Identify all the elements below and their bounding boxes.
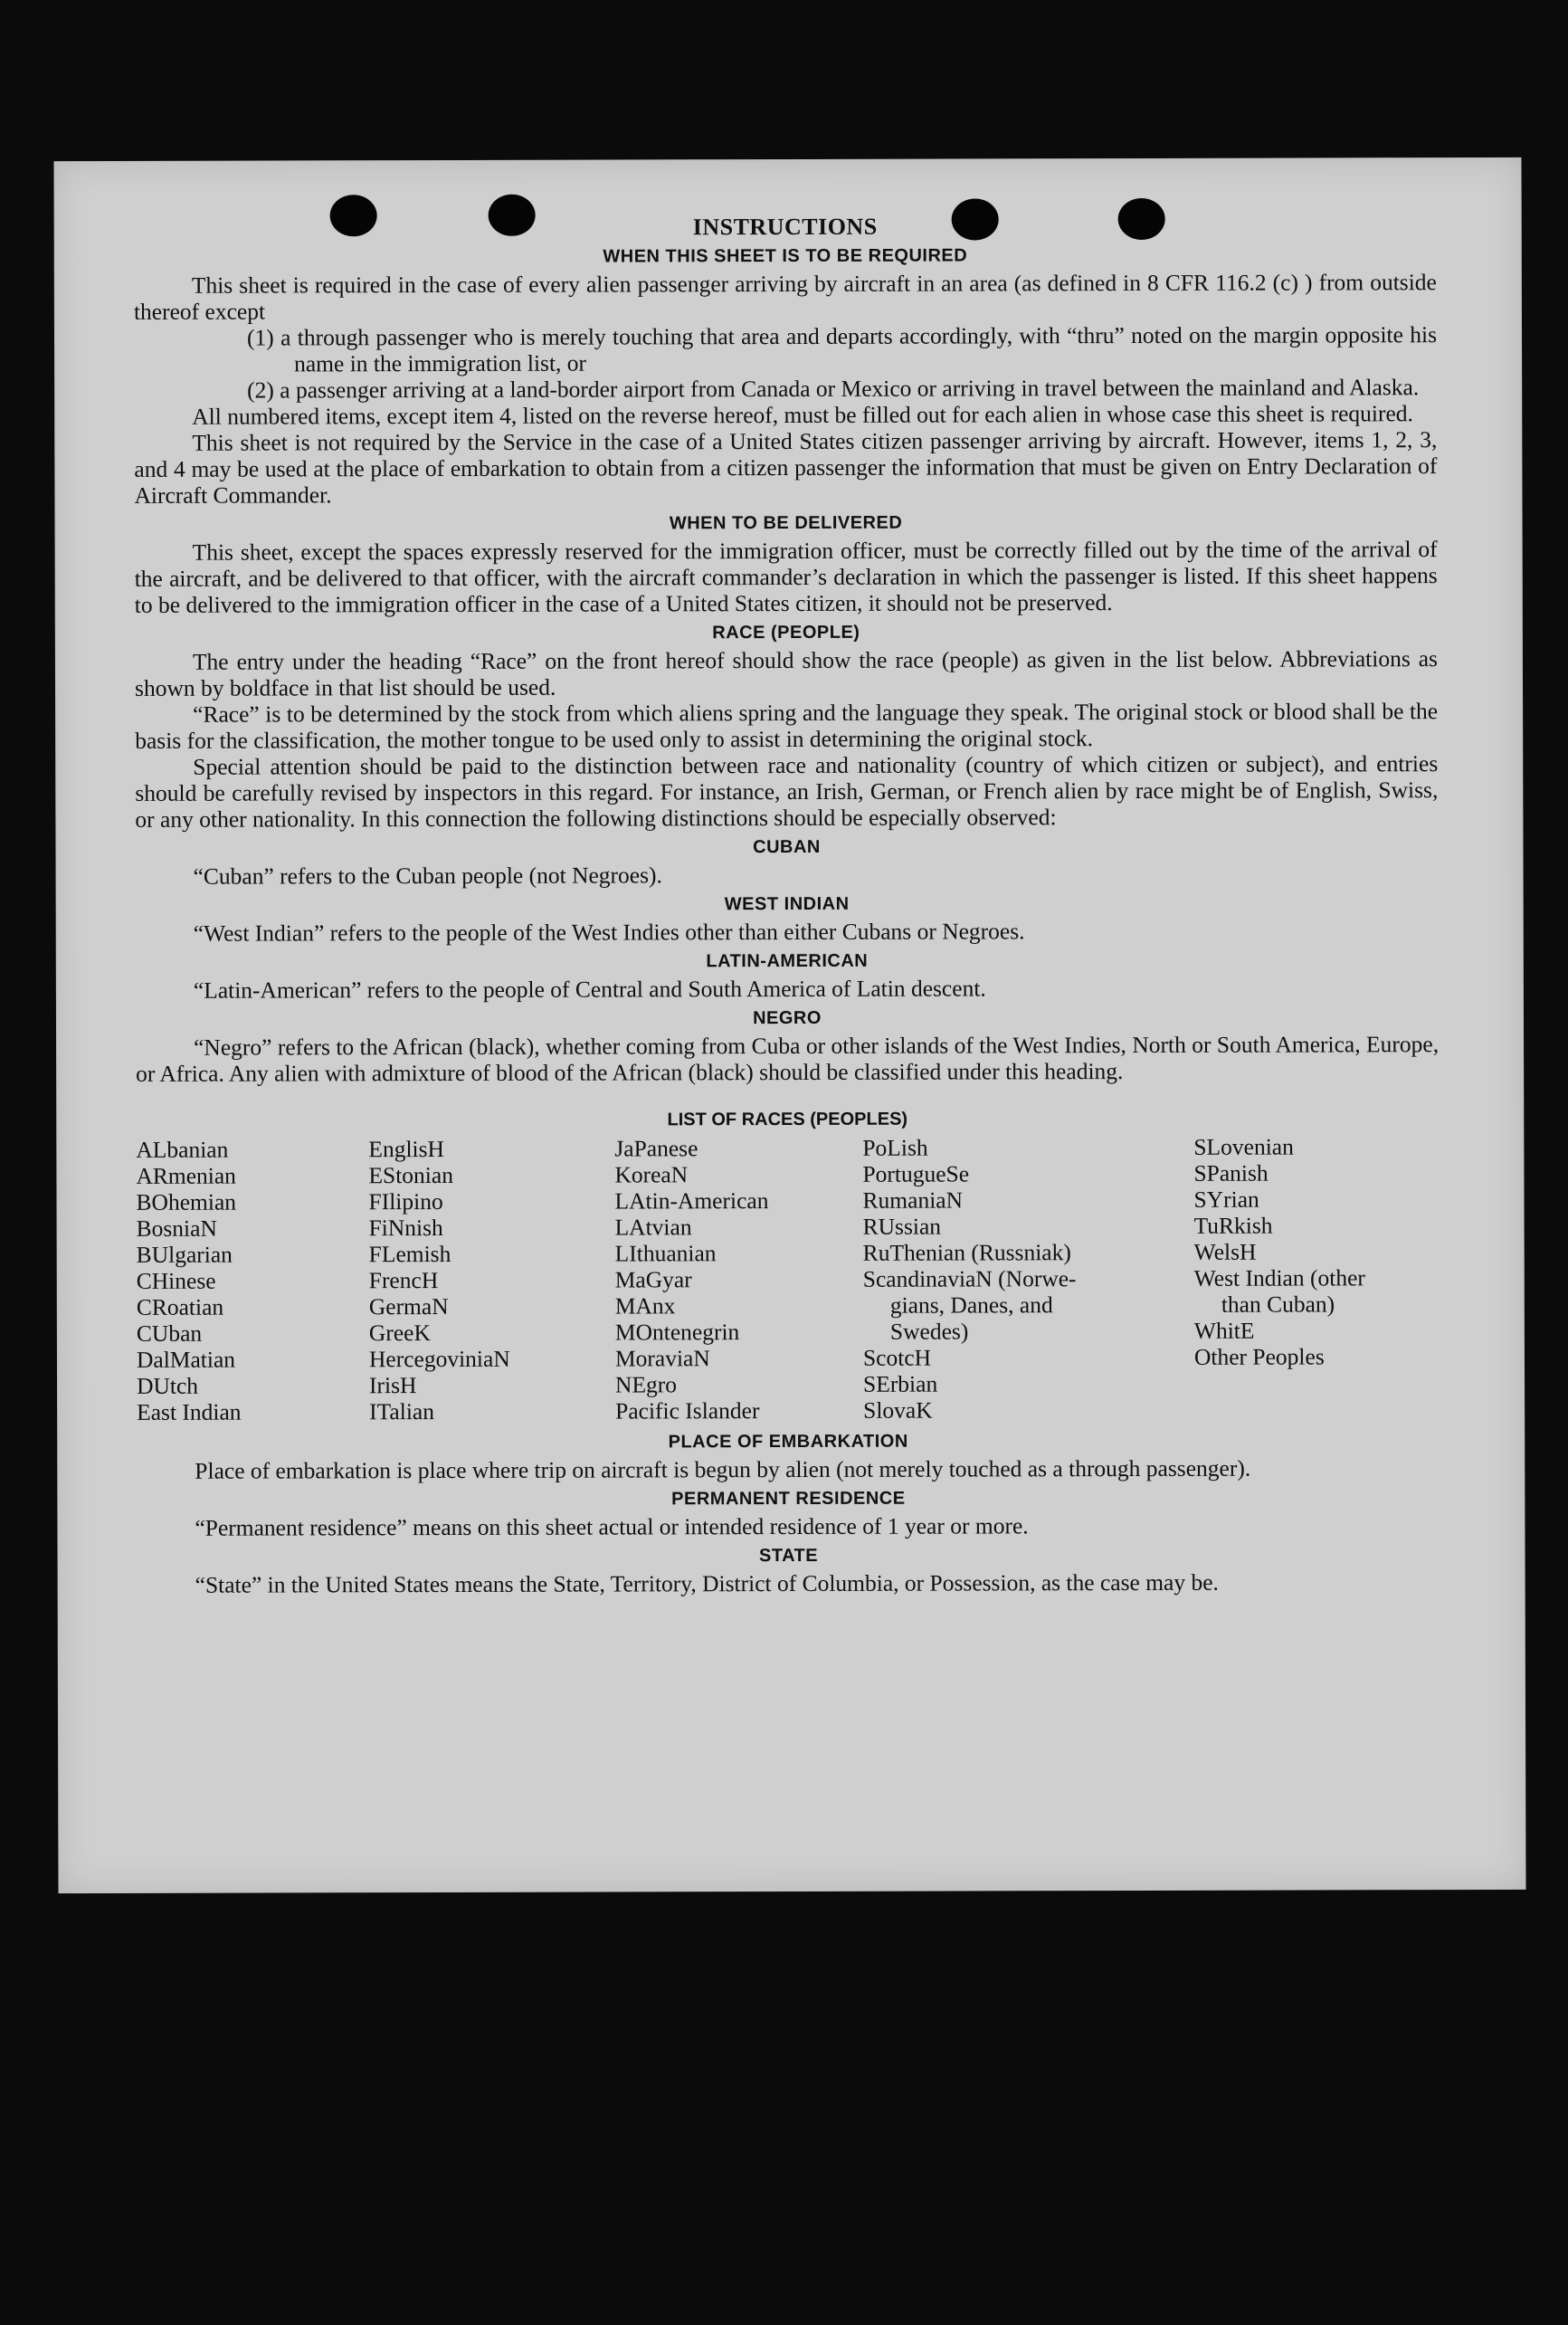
race-entry: ScotcH — [862, 1344, 932, 1371]
race-entry: CHinese — [136, 1267, 216, 1294]
race-entry: LAtvian — [614, 1214, 692, 1241]
race-entry: MaGyar — [614, 1266, 692, 1293]
race-entry: NEgro — [615, 1371, 678, 1398]
section-heading: LIST OF RACES (PEOPLES) — [667, 1109, 908, 1130]
race-entry: CRoatian — [136, 1293, 224, 1320]
document-sheet — [53, 157, 1525, 1893]
race-entry: DalMatian — [136, 1346, 236, 1373]
paragraph: “State” in the United States means the State, Territory, District of Columbia, or Possession, as the case may be. — [195, 1568, 1219, 1598]
races-column — [614, 1135, 863, 1425]
race-entry: ARmenian — [136, 1162, 236, 1189]
race-entry: CUban — [136, 1320, 203, 1347]
section-heading: PLACE OF EMBARKATION — [668, 1431, 908, 1453]
paragraph: This sheet is not required by the Service in the case of a United States citizen passenger arriving by aircraft. However, items 1, 2, 3, and 4 may be used at the place of embarkation to obtain from a citizen passenger the information that must be given on Entry Declaration of Aircraft Commander. — [134, 426, 1438, 509]
section-heading: LATIN-AMERICAN — [706, 950, 869, 972]
race-entry: LIthuanian — [614, 1240, 717, 1267]
list-item: (1) a through passenger who is merely touching that area and departs accordingly, with “thru” noted on the margin opposite his name in the immigration list, or — [246, 321, 1438, 377]
paragraph: “Permanent residence” means on this sheet actual or intended residence of 1 year or more. — [195, 1512, 1029, 1541]
race-entry: gians, Danes, and — [889, 1291, 1053, 1319]
race-entry: FrencH — [368, 1267, 439, 1294]
list-item: (2) a passenger arriving at a land-border airport from Canada or Mexico or arriving in travel between the mainland and Alaska. — [247, 374, 1420, 404]
paragraph: This sheet is required in the case of every alien passenger arriving by aircraft in an area (as defined in 8 CFR 116.2 (c) ) from outside thereof except — [133, 269, 1437, 325]
paragraph: “Negro” refers to the African (black), whether coming from Cuba or other islands of the West Indies, North or South America, Europe, or Africa. Any alien with admixture of blood of the African (black) should be classified under this heading. — [136, 1031, 1440, 1087]
race-entry: IrisH — [369, 1372, 417, 1399]
race-entry: SYrian — [1193, 1186, 1259, 1213]
paragraph: The entry under the heading “Race” on the front hereof should show the race (people) as given in the list below. Abbreviations as shown by boldface in that list should be used. — [134, 645, 1438, 701]
race-entry: West Indian (other — [1193, 1264, 1365, 1291]
race-entry: ITalian — [369, 1398, 434, 1425]
race-entry: East Indian — [137, 1398, 242, 1425]
paragraph: This sheet, except the spaces expressly reserved for the immigration officer, must be correctly filled out by the time of the arrival of the aircraft, and be delivered to that officer, with the aircraft commander’s declaration in which the passenger is listed. If this sheet happens to be delivered to the immigration officer in the case of a United States citizen, it should not be preserved. — [134, 536, 1438, 618]
paragraph: All numbered items, except item 4, listed on the reverse hereof, must be filled out for each alien in whose case this sheet is required. — [192, 400, 1413, 430]
race-entry: BOhemian — [136, 1188, 237, 1215]
paragraph: “Cuban” refers to the Cuban people (not Negroes). — [193, 862, 662, 890]
race-entry: FiNnish — [368, 1215, 443, 1242]
race-entry: SlovaK — [863, 1396, 933, 1424]
race-entry: ScandinaviaN (Norwe- — [862, 1265, 1077, 1292]
section-heading: RACE (PEOPLE) — [712, 622, 860, 643]
race-entry: RUssian — [862, 1213, 942, 1240]
race-entry: FLemish — [368, 1240, 451, 1268]
race-entry: MOntenegrin — [614, 1319, 740, 1346]
race-entry: PoLish — [862, 1134, 928, 1161]
race-entry: TuRkish — [1193, 1212, 1273, 1239]
section-heading: WHEN TO BE DELIVERED — [669, 512, 903, 534]
race-entry: EnglisH — [368, 1136, 444, 1163]
races-column — [1193, 1133, 1440, 1423]
race-entry: Swedes) — [889, 1318, 969, 1345]
races-column — [368, 1136, 615, 1425]
race-entry: JaPanese — [614, 1135, 698, 1162]
race-entry: Pacific Islander — [615, 1397, 760, 1425]
race-entry: PortugueSe — [862, 1160, 970, 1187]
race-entry: LAtin-American — [614, 1187, 769, 1215]
paragraph: “Latin-American” refers to the people of Central and South America of Latin descent. — [193, 975, 986, 1004]
section-heading: STATE — [758, 1545, 819, 1567]
race-entry: WelsH — [1193, 1238, 1257, 1265]
races-column — [862, 1134, 1194, 1424]
section-heading: WHEN THIS SHEET IS TO BE REQUIRED — [603, 245, 968, 267]
race-entry: RumaniaN — [862, 1186, 964, 1214]
race-entry: ALbanian — [136, 1136, 229, 1163]
race-entry: RuThenian (Russniak) — [862, 1239, 1071, 1266]
paragraph: “West Indian” refers to the people of the West Indies other than either Cubans or Negroes. — [193, 918, 1025, 947]
race-entry: SLovenian — [1193, 1133, 1294, 1160]
page-title: INSTRUCTIONS — [692, 213, 878, 241]
section-heading: WEST INDIAN — [724, 893, 850, 915]
races-column — [136, 1136, 369, 1425]
race-entry: WhitE — [1193, 1317, 1255, 1344]
race-entry: BosniaN — [136, 1215, 217, 1242]
race-entry: EStonian — [368, 1161, 453, 1189]
race-entry: SPanish — [1193, 1159, 1269, 1186]
section-heading: NEGRO — [753, 1007, 822, 1029]
paragraph: Special attention should be paid to the distinction between race and nationality (country of which citizen or subject), and entries should be carefully revised by inspectors in this regard. For instance, an Irish, German, or French alien by race might be of English, Swiss, or any other nationality. In this connection the following distinctions should be especially observed: — [135, 750, 1439, 833]
instructions-content — [134, 212, 1440, 1598]
race-entry: GreeK — [368, 1320, 431, 1347]
race-entry: SErbian — [862, 1370, 938, 1397]
race-entry: FIlipino — [368, 1188, 443, 1215]
paragraph: Place of embarkation is place where trip on aircraft is begun by alien (not merely touched as a through passenger). — [195, 1454, 1251, 1484]
race-entry: KoreaN — [614, 1161, 689, 1188]
races-table — [136, 1133, 1440, 1425]
race-entry: GermaN — [368, 1292, 449, 1320]
race-entry: than Cuban) — [1221, 1291, 1335, 1318]
race-entry: MoraviaN — [614, 1345, 710, 1372]
paragraph: “Race” is to be determined by the stock from which aliens spring and the language they speak. The original stock or blood shall be the basis for the classification, the mother tongue to be used only to assist in determining the original stock. — [135, 698, 1439, 754]
race-entry: HercegoviniaN — [368, 1345, 510, 1373]
race-entry: MAnx — [614, 1292, 676, 1320]
section-heading: CUBAN — [753, 836, 821, 858]
race-entry: BUlgarian — [136, 1241, 233, 1268]
section-heading: PERMANENT RESIDENCE — [671, 1488, 906, 1510]
race-entry: DUtch — [137, 1372, 199, 1399]
race-entry: Other Peoples — [1193, 1343, 1325, 1370]
